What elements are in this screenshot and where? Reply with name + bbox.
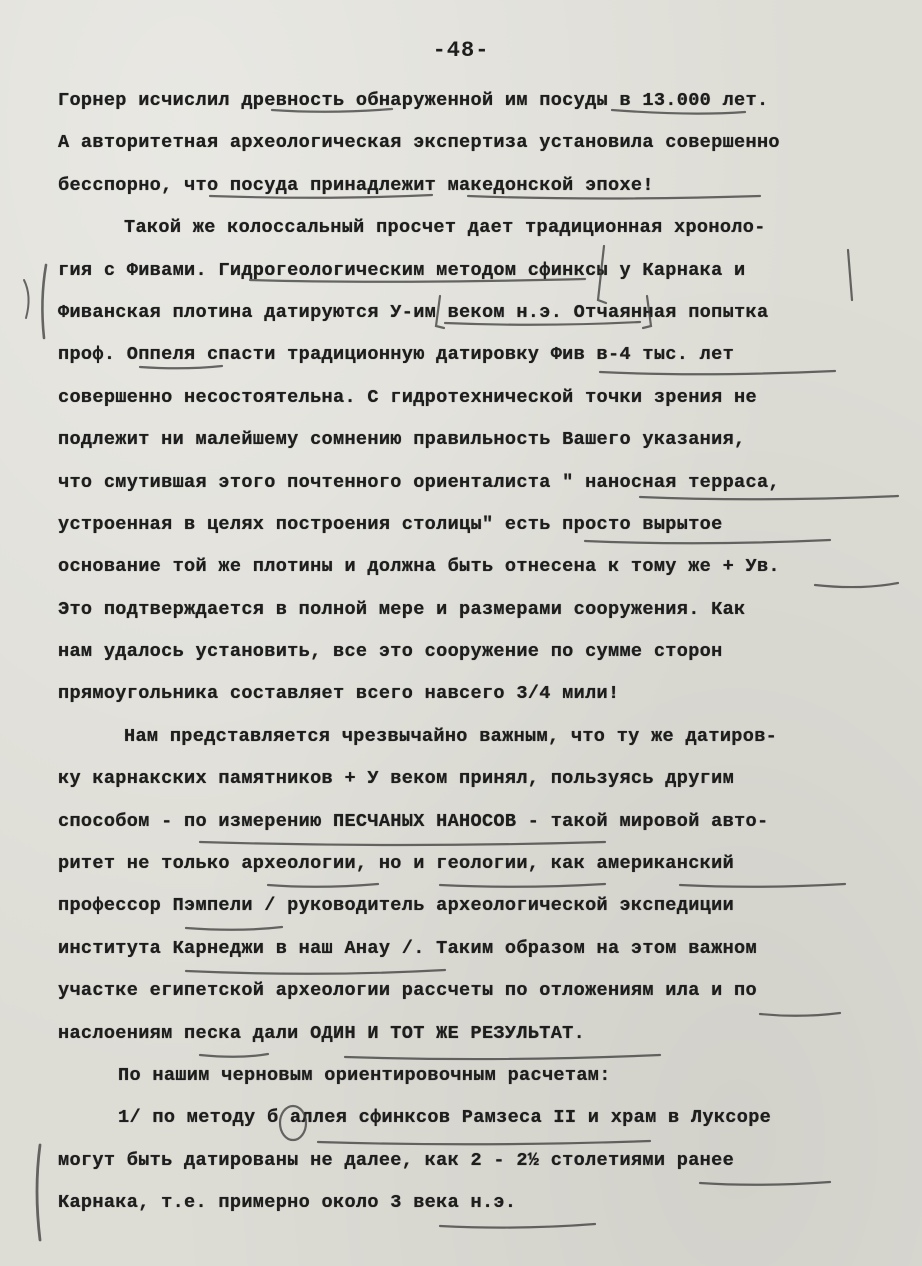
text-line-4: Такой же колоссальный просчет дает традиционная хроноло-: [124, 217, 766, 239]
text-line-15: прямоугольника составляет всего навсего 3/4 мили!: [58, 683, 620, 705]
page-number: -48-: [432, 38, 490, 63]
text-line-23: наслоениям песка дали ОДИН И ТОТ ЖЕ РЕЗУЛЬТАТ.: [58, 1022, 586, 1044]
text-line-24: По нашим черновым ориентировочным расчетам:: [118, 1064, 611, 1086]
text-line-12: основание той же плотины и должна быть отнесена к тому же + Ув.: [58, 556, 780, 578]
text-line-16: Нам представляется чрезвычайно важным, что ту же датиров-: [124, 725, 778, 747]
text-line-14: нам удалось установить, все это сооружение по сумме сторон: [58, 641, 723, 663]
page-body: [58, 80, 903, 1225]
text-line-18: способом - по измерению ПЕСЧАНЫХ НАНОСОВ - такой мировой авто-: [58, 810, 769, 832]
text-line-2: А авторитетная археологическая экспертиза установила совершенно: [58, 132, 780, 154]
text-line-5: гия с Фивами. Гидрогеологическим методом сфинксы у Карнака и: [58, 259, 746, 281]
text-line-21: института Карнеджи в наш Анау /. Таким образом на этом важном: [58, 937, 757, 959]
text-line-27: Карнака, т.е. примерно около 3 века н.э.: [58, 1192, 517, 1214]
margin-mark: [42, 265, 46, 338]
text-line-10: что смутившая этого почтенного ориенталиста " наносная терраса,: [58, 471, 780, 493]
text-line-20: профессор Пэмпели / руководитель археологической экспедиции: [58, 895, 735, 917]
text-line-11: устроенная в целях построения столицы" есть просто вырытое: [58, 513, 723, 535]
text-line-26: могут быть датированы не далее, как 2 - 2½ столетиями ранее: [58, 1149, 735, 1171]
text-line-1: Горнер исчислил древность обнаруженной им посуды в 13.000 лет.: [58, 90, 769, 111]
margin-mark: [37, 1145, 40, 1240]
text-line-22: участке египетской археологии рассчеты по отложениям ила и по: [58, 980, 757, 1002]
text-line-13: Это подтверждается в полной мере и размерами сооружения. Как: [58, 598, 746, 620]
text-line-7: проф. Оппеля спасти традиционную датировку Фив в-4 тыс. лет: [58, 344, 735, 366]
text-line-19: ритет не только археологии, но и геологии, как американский: [58, 853, 735, 875]
text-line-17: ку карнакских памятников + У веком принял, пользуясь другим: [58, 768, 735, 790]
text-line-9: подлежит ни малейшему сомнению правильность Вашего указания,: [58, 429, 746, 451]
text-line-8: совершенно несостоятельна. С гидротехнической точки зрения не: [58, 386, 757, 408]
text-line-3: бесспорно, что посуда принадлежит македонской эпохе!: [58, 174, 654, 196]
text-line-6: Фиванская плотина датируются У-им веком н.э. Отчаянная попытка: [58, 301, 769, 323]
margin-mark: [24, 280, 29, 318]
text-line-25: 1/ по методу б аллея сфинксов Рамзеса II и храм в Луксоре: [118, 1107, 772, 1129]
